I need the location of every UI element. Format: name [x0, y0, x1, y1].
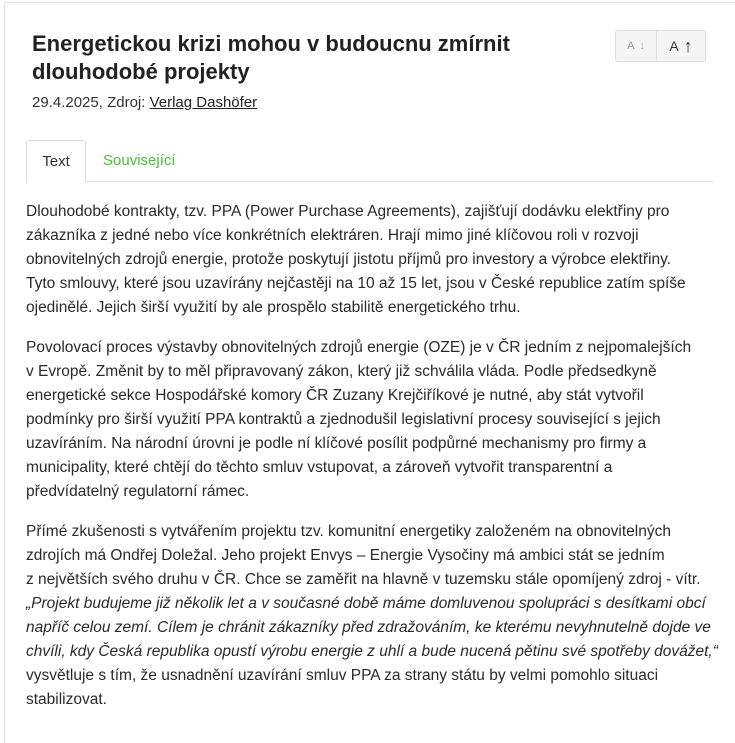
text-line: zákazníka z jedné nebo více konkrétních elektráren. Hrají mimo jiné klíčovou roli v rozvoji: [26, 227, 639, 244]
paragraph-2: [26, 336, 716, 504]
paragraph-3: [26, 520, 716, 712]
font-size-controls: [615, 30, 706, 62]
source-link[interactable]: Verlag Dashöfer: [149, 94, 258, 111]
article-date: 29.4.2025, Zdroj:: [32, 94, 150, 111]
article-meta: [32, 94, 257, 111]
text-line: zdrojích má Ondřej Doležal. Jeho projekt Envys – Energie Vysočiny má ambici stát se jedním: [26, 547, 665, 564]
text-line: v Evropě. Změnit by to měl připravovaný zákon, který již schválila vláda. Podle předsedkyně: [26, 363, 657, 380]
article-title: Energetickou krizi mohou v budoucnu zmírnit dlouhodobé projekty: [32, 31, 510, 84]
quote-line: chvíli, kdy Česká republika opustí výrobu energie z uhlí a bude nucená pětinu své spotřeby dovážet,“: [26, 643, 718, 660]
text-line: předvídatelný regulatorní rámec.: [26, 483, 250, 500]
text-line: Tyto smlouvy, které jsou uzavírány nejčastěji na 10 až 15 let, jsou v České republice zatím spíše: [26, 275, 686, 292]
quote-line: „Projekt budujeme již několik let a v současné době máme domluvenou spolupráci s desítkami obcí: [26, 595, 706, 612]
tab-bar: [26, 140, 713, 182]
text-line: ojedinělé. Jejich širší využití by ale prospělo stabilitě energetického trhu.: [26, 299, 521, 316]
text-line: Povolovací proces výstavby obnovitelných zdrojů energie (OZE) je v ČR jedním z nejpomalejších: [26, 339, 692, 356]
text-line: Dlouhodobé kontrakty, tzv. PPA (Power Purchase Agreements), zajišťují dodávku elektřiny pro: [26, 203, 670, 220]
decrease-font-label: A: [627, 40, 635, 52]
tab-related[interactable]: Související: [103, 152, 176, 169]
text-line: municipality, které chtějí do těchto smluv vstupovat, a zároveň vytvořit transparentní a: [26, 459, 613, 476]
text-line: vysvětluje s tím, že usnadnění uzavírání smluv PPA za strany státu by velmi pomohlo situaci: [26, 667, 659, 684]
text-line: z největších svého druhu v ČR. Chce se zaměřit na hlavně v tuzemsku stále opomíjený zdroj - vítr.: [26, 571, 701, 588]
text-line: energetické sekce Hospodářské komory ČR Zuzany Krejčiříkové je nutné, aby stát vytvořil: [26, 387, 644, 404]
text-line: Přímé zkušenosti s vytvářením projektu tzv. komunitní energetiky založeném na obnovitelných: [26, 523, 671, 540]
text-line: podmínky pro širší využití PPA kontraktů a zjednodušil legislativní procesy související s jejich: [26, 411, 661, 428]
article-body: [26, 200, 716, 728]
decrease-font-button[interactable]: [616, 31, 657, 61]
quote-line: napříč celou zemí. Cílem je chránit zákazníky před zdražováním, ke kterému nevyhnutelně dojde ve: [26, 619, 711, 636]
text-line: stabilizovat.: [26, 691, 107, 708]
text-line: uzavíráním. Na národní úrovni je podle ní klíčové posílit podpůrné mechanismy pro firmy a: [26, 435, 647, 452]
arrow-up-icon: ↑: [683, 35, 693, 56]
increase-font-button[interactable]: [657, 31, 705, 61]
tab-text[interactable]: Text: [26, 140, 86, 183]
paragraph-1: [26, 200, 716, 320]
increase-font-label: A: [669, 38, 679, 54]
text-line: obnovitelných zdrojů energie, protože poskytují jistotu příjmů pro investory a výrobce elektřiny.: [26, 251, 671, 268]
arrow-down-icon: ↓: [639, 40, 645, 52]
